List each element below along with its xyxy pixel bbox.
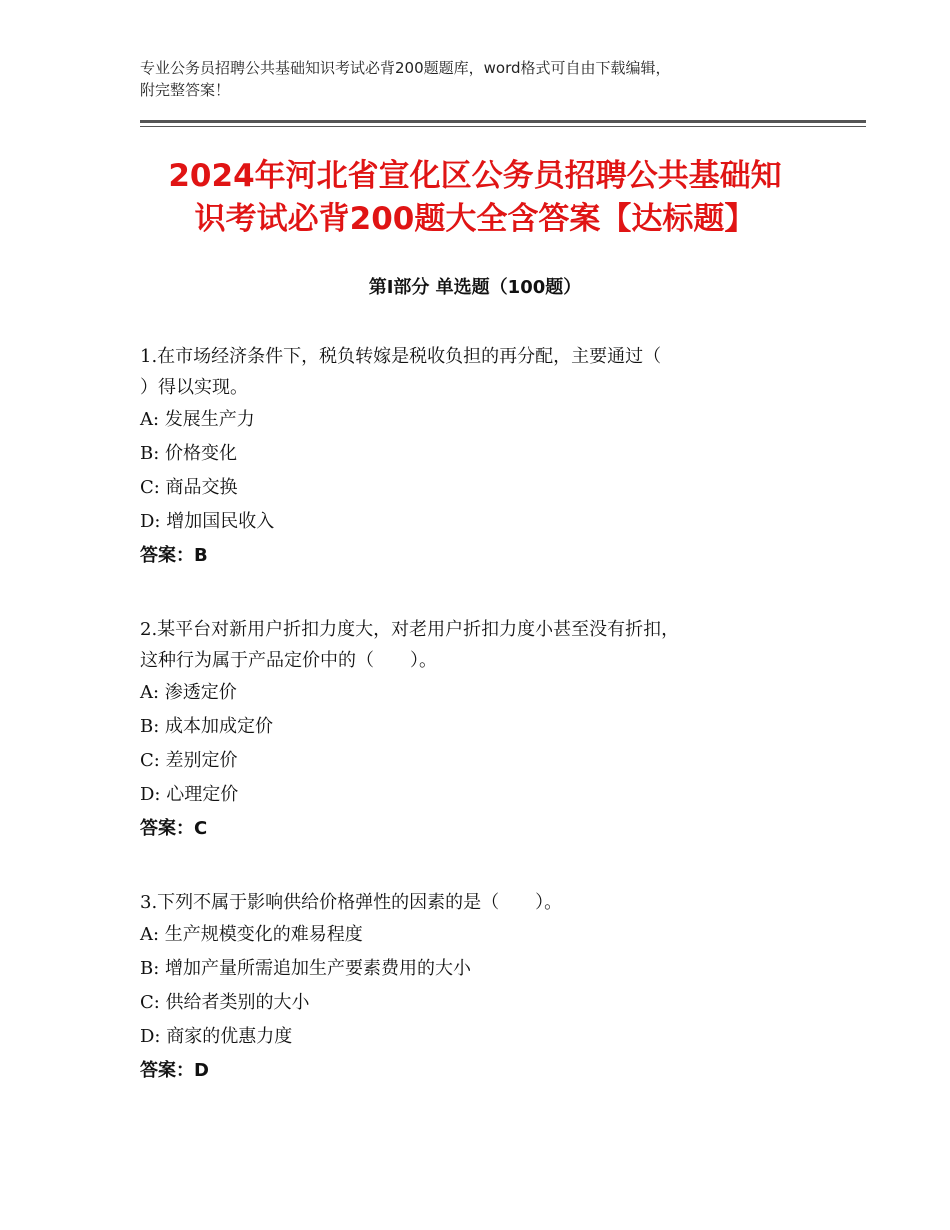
header-note [140,57,840,101]
section-title: 第Ⅰ部分 单选题（100题） [368,277,582,298]
document-title-line-1: 2024年河北省宣化区公务员招聘公共基础知 [168,158,782,194]
option-b: B: 价格变化 [140,443,238,464]
question-2 [140,614,840,846]
answer-label: 答案：D [140,1060,209,1081]
question-3 [140,887,840,1088]
question-1 [140,341,840,573]
question-text-line: 这种行为属于产品定价中的（ ）。 [140,650,437,671]
option-c: C: 差别定价 [140,750,238,771]
answer-label: 答案：C [140,818,208,839]
header-divider-thick [140,120,866,123]
question-text-line: 2.某平台对新用户折扣力度大，对老用户折扣力度小甚至没有折扣， [140,619,680,640]
option-b: B: 增加产量所需追加生产要素费用的大小 [140,958,472,979]
option-a: A: 渗透定价 [140,682,237,703]
answer-label: 答案：B [140,545,208,566]
document-title [80,155,870,241]
header-divider-thin [140,126,866,127]
option-c: C: 商品交换 [140,477,238,498]
option-a: A: 发展生产力 [140,409,255,430]
header-note-line-2: 附完整答案！ [140,81,231,99]
question-text-line: 1.在市场经济条件下，税负转嫁是税收负担的再分配，主要通过（ [140,346,662,367]
document-title-line-2: 识考试必背200题大全含答案【达标题】 [194,201,756,237]
option-d: D: 增加国民收入 [140,511,275,532]
question-text-line: 3.下列不属于影响供给价格弹性的因素的是（ ）。 [140,892,563,913]
option-c: C: 供给者类别的大小 [140,992,310,1013]
option-d: D: 商家的优惠力度 [140,1026,293,1047]
header-note-line-1: 专业公务员招聘公共基础知识考试必背200题题库，word格式可自由下载编辑， [140,59,671,77]
question-text-line: ）得以实现。 [140,377,248,398]
option-d: D: 心理定价 [140,784,239,805]
option-b: B: 成本加成定价 [140,716,274,737]
option-a: A: 生产规模变化的难易程度 [140,924,363,945]
